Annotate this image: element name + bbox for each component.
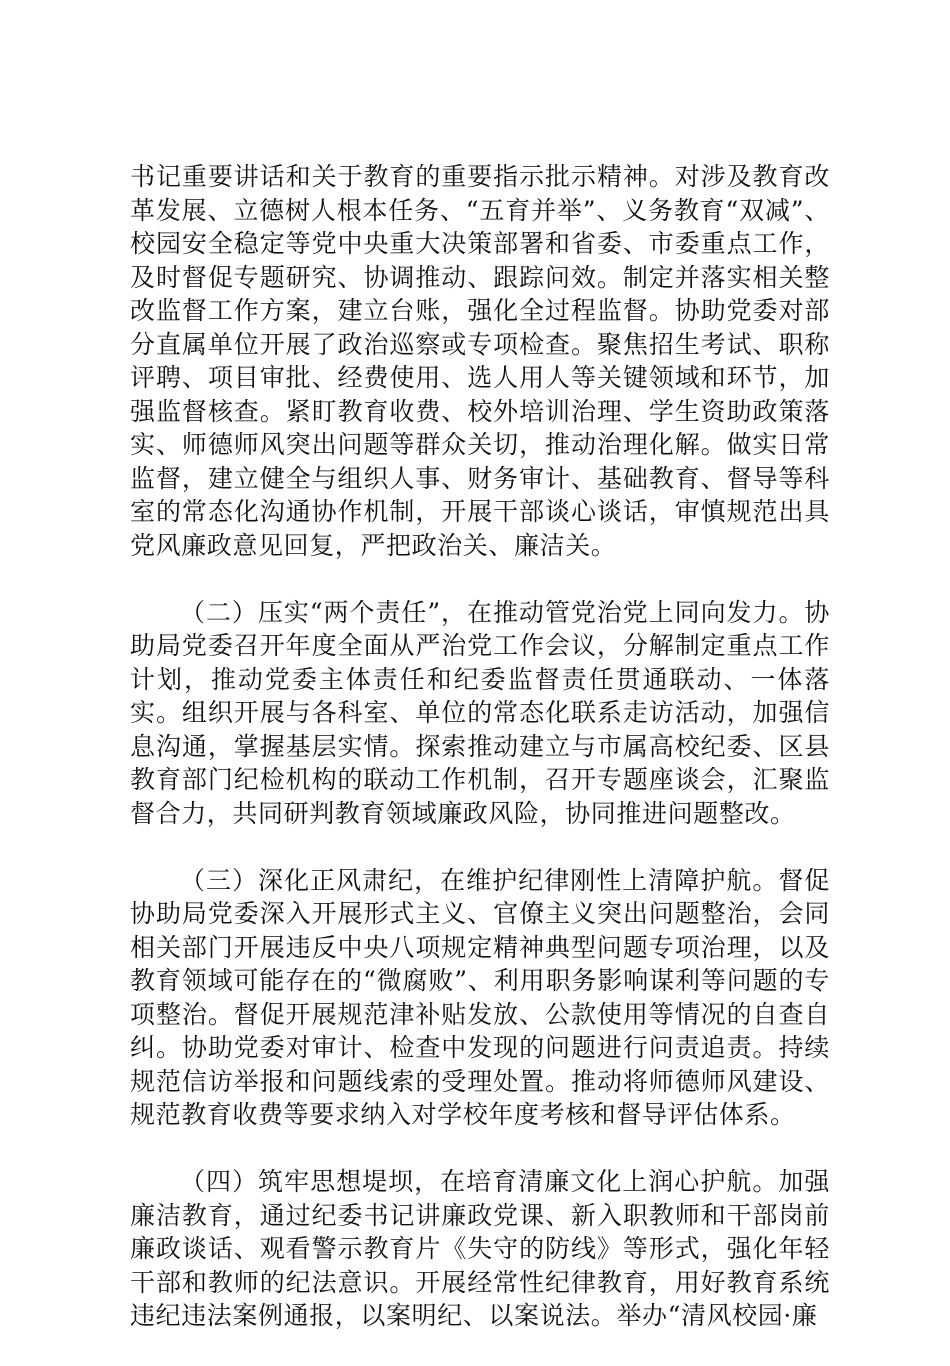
document-body	[130, 160, 830, 1366]
paragraph-1: 书记重要讲话和关于教育的重要指示批示精神。对涉及教育改革发展、立德树人根本任务、“五育并举”、义务教育“双减”、校园安全稳定等党中央重大决策部署和省委、市委重点工作，及时督促专题研究、协调推动、跟踪问效。制定并落实相关整改监督工作方案，建立台账，强化全过程监督。协助党委对部分直属单位开展了政治巡察或专项检查。聚焦招生考试、职称评聘、项目审批、经费使用、选人用人等关键领域和环节，加强监督核查。紧盯教育收费、校外培训治理、学生资助政策落实、师德师风突出问题等群众关切，推动治理化解。做实日常监督，建立健全与组织人事、财务审计、基础教育、督导等科室的常态化沟通协作机制，开展干部谈心谈话，审慎规范出具党风廉政意见回复，严把政治关、廉洁关。	[130, 162, 830, 560]
paragraph-2: （二）压实“两个责任”，在推动管党治党上同向发力。协助局党委召开年度全面从严治党工作会议，分解制定重点工作计划，推动党委主体责任和纪委监督责任贯通联动、一体落实。组织开展与各科室、单位的常态化联系走访活动，加强信息沟通，掌握基层实情。探索推动建立与市属高校纪委、区县教育部门纪检机构的联动工作机制，召开专题座谈会，汇聚监督合力，共同研判教育领域廉政风险，协同推进问题整改。	[130, 597, 830, 828]
paragraph-3: （三）深化正风肃纪，在维护纪律刚性上清障护航。督促协助局党委深入开展形式主义、官僚主义突出问题整治，会同相关部门开展违反中央八项规定精神典型问题专项治理，以及教育领域可能存在的“微腐败”、利用职务影响谋利等问题的专项整治。督促开展规范津补贴发放、公款使用等情况的自查自纠。协助党委对审计、检查中发现的问题进行问责追责。持续规范信访举报和问题线索的受理处置。推动将师德师风建设、规范教育收费等要求纳入对学校年度考核和督导评估体系。	[130, 865, 830, 1129]
paragraph-4: （四）筑牢思想堤坝，在培育清廉文化上润心护航。加强廉洁教育，通过纪委书记讲廉政党课、新入职教师和干部岗前廉政谈话、观看警示教育片《失守的防线》等形式，强化年轻干部和教师的纪法意识。开展经常性纪律教育，用好教育系统违纪违法案例通报，以案明纪、以案说法。举办“清风校园·廉	[130, 1167, 830, 1330]
